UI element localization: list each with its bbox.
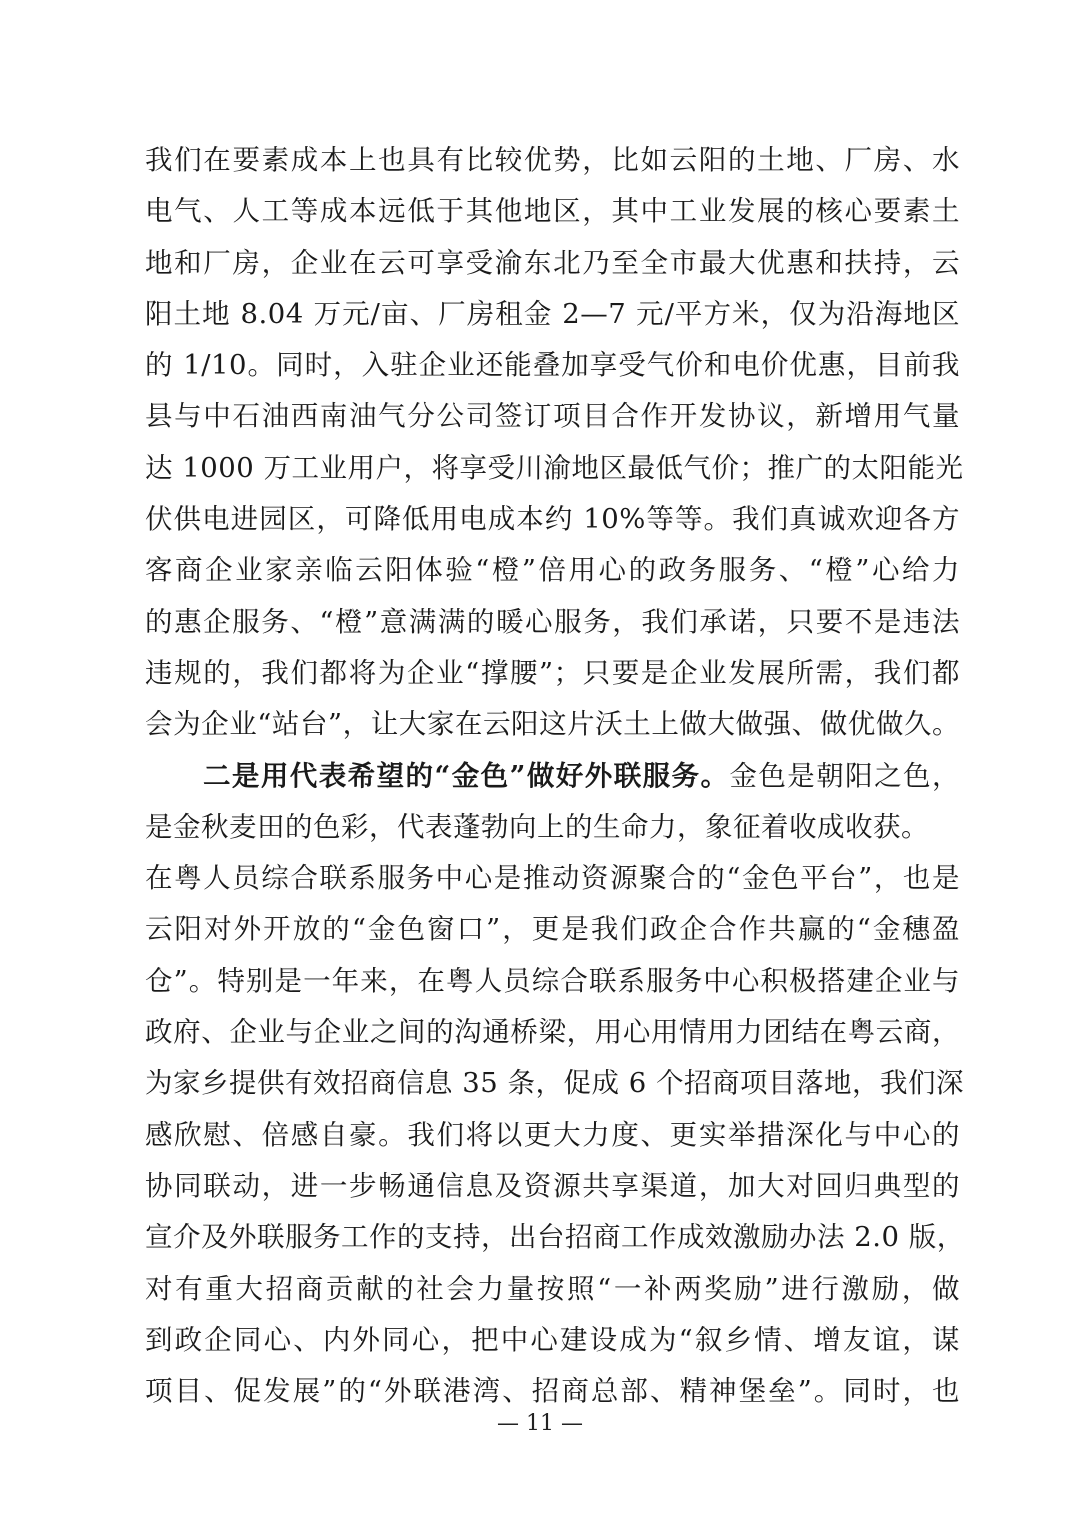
body-text	[145, 135, 965, 1417]
text-line: 我们在要素成本上也具有比较优势，比如云阳的土地、厂房、水	[145, 144, 960, 176]
text-line: 为家乡提供有效招商信息 35 条，促成 6 个招商项目落地，我们深	[145, 1067, 964, 1100]
text-line: 阳土地 8.04 万元/亩、厂房租金 2—7 元/平方米，仅为沿海地区	[145, 297, 960, 330]
text-line: 的 1/10。同时，入驻企业还能叠加享受气价和电价优惠，目前我	[145, 349, 960, 382]
text-line: 在粤人员综合联系服务中心是推动资源聚合的“金色平台”，也是	[145, 862, 960, 895]
paragraph-2	[145, 751, 965, 1418]
text-line: 项目、促发展”的“外联港湾、招商总部、精神堡垒”。同时，也	[145, 1375, 960, 1408]
text-line: 达 1000 万工业用户，将享受川渝地区最低气价；推广的太阳能光	[145, 451, 964, 484]
text-line: 协同联动，进一步畅通信息及资源共享渠道，加大对回归典型的	[145, 1169, 960, 1202]
text-line: 云阳对外开放的“金色窗口”，更是我们政企合作共赢的“金穗盈	[145, 913, 960, 946]
section-heading: 二是用代表希望的“金色”做好外联服务。	[203, 759, 730, 792]
text-line	[145, 751, 960, 802]
paragraph-1	[145, 135, 964, 751]
text-line: 地和厂房，企业在云可享受渝东北乃至全市最大优惠和扶持，云	[145, 246, 960, 279]
text-line: 到政企同心、内外同心，把中心建设成为“叙乡情、增友谊，谋	[145, 1323, 960, 1356]
heading-continuation: 金色是朝阳之色，	[729, 759, 960, 792]
page-number: — 11 —	[497, 1411, 583, 1436]
text-line: 宣介及外联服务工作的支持，出台招商工作成效激励办法 2.0 版，	[145, 1221, 965, 1254]
text-line: 客商企业家亲临云阳体验“橙”倍用心的政务服务、“橙”心给力	[145, 554, 960, 587]
text-line: 感欣慰、倍感自豪。我们将以更大力度、更实举措深化与中心的	[145, 1118, 960, 1151]
text-line: 的惠企服务、“橙”意满满的暖心服务，我们承诺，只要不是违法	[145, 605, 960, 638]
text-line: 伏供电进园区，可降低用电成本约 10%等等。我们真诚欢迎各方	[145, 503, 960, 536]
text-line: 仓”。特别是一年来，在粤人员综合联系服务中心积极搭建企业与	[145, 964, 960, 997]
text-line: 县与中石油西南油气分公司签订项目合作开发协议，新增用气量	[145, 400, 960, 433]
text-line: 对有重大招商贡献的社会力量按照“一补两奖励”进行激励，做	[145, 1272, 960, 1305]
text-line: 政府、企业与企业之间的沟通桥梁，用心用情用力团结在粤云商，	[145, 1016, 960, 1049]
text-line: 违规的，我们都将为企业“撑腰”；只要是企业发展所需，我们都	[145, 656, 960, 689]
text-line: 是金秋麦田的色彩，代表蓬勃向上的生命力，象征着收成收获。	[145, 810, 929, 843]
text-line: 电气、人工等成本远低于其他地区，其中工业发展的核心要素土	[145, 195, 960, 228]
text-line: 会为企业“站台”，让大家在云阳这片沃土上做大做强、做优做久。	[145, 708, 960, 741]
